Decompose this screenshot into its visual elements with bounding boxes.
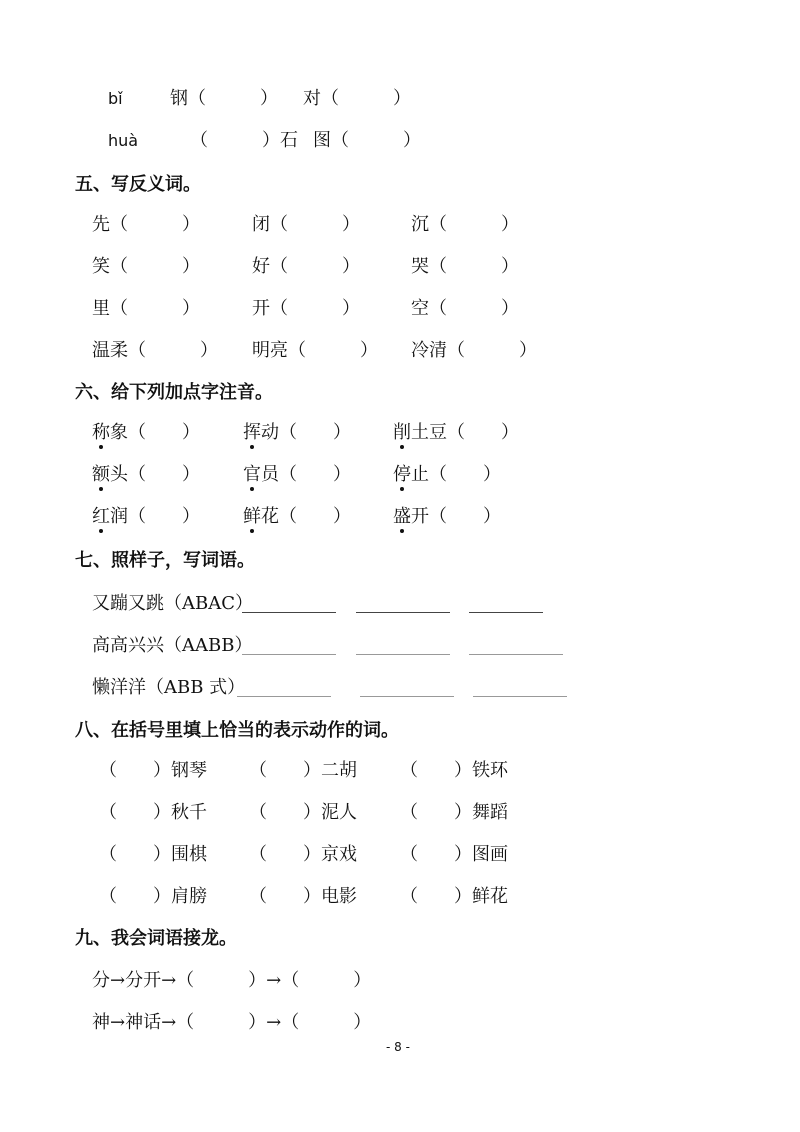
q6-item: 停止（ ） xyxy=(393,464,501,485)
answer-line[interactable] xyxy=(473,696,567,697)
answer-line[interactable] xyxy=(356,654,450,655)
answer-line[interactable] xyxy=(360,696,454,697)
q6-item: 官员（ ） xyxy=(243,464,351,485)
q5-heading: 五、写反义词。 xyxy=(75,174,201,195)
q8-item: （ ）泥人 xyxy=(249,802,357,823)
q8-item: （ ）舞蹈 xyxy=(400,802,508,823)
q6-item: 盛开（ ） xyxy=(393,506,501,527)
q7-example: 懒洋洋（ABB 式） xyxy=(92,677,246,698)
dotted-char: 停 xyxy=(393,464,411,485)
q6-item: 鲜花（ ） xyxy=(243,506,351,527)
dotted-char: 削 xyxy=(393,422,411,443)
q5-item: 开（ ） xyxy=(252,298,360,319)
dotted-char: 挥 xyxy=(243,422,261,443)
q5-item: 闭（ ） xyxy=(252,214,360,235)
page-number: - 8 - xyxy=(386,1040,410,1054)
answer-line[interactable] xyxy=(242,654,336,655)
q8-item: （ ）铁环 xyxy=(400,760,508,781)
answer-line[interactable] xyxy=(237,696,331,697)
dotted-char: 红 xyxy=(92,506,110,527)
q6-item: 挥动（ ） xyxy=(243,422,351,443)
q8-heading: 八、在括号里填上恰当的表示动作的词。 xyxy=(75,720,399,741)
dotted-char: 鲜 xyxy=(243,506,261,527)
q8-item: （ ）图画 xyxy=(400,844,508,865)
q9-chain: 分→分开→（ ）→（ ） xyxy=(92,970,372,991)
dotted-char: 称 xyxy=(92,422,110,443)
answer-line[interactable] xyxy=(469,654,563,655)
q5-item: 里（ ） xyxy=(92,298,200,319)
q7-example: 高高兴兴（AABB） xyxy=(92,635,253,656)
q7-heading: 七、照样子，写词语。 xyxy=(75,550,255,571)
answer-line[interactable] xyxy=(242,612,336,613)
q8-item: （ ）围棋 xyxy=(99,844,207,865)
word-gang: 钢（ ） xyxy=(170,88,278,109)
dotted-char: 额 xyxy=(92,464,110,485)
word-shi: （ ）石 xyxy=(190,130,298,151)
answer-line[interactable] xyxy=(469,612,543,613)
dotted-char: 官 xyxy=(243,464,261,485)
word-dui: 对（ ） xyxy=(303,88,411,109)
q8-item: （ ）肩膀 xyxy=(99,886,207,907)
q5-item: 笑（ ） xyxy=(92,256,200,277)
q8-item: （ ）秋千 xyxy=(99,802,207,823)
q5-item: 冷清（ ） xyxy=(411,340,537,361)
q8-item: （ ）钢琴 xyxy=(99,760,207,781)
q5-item: 哭（ ） xyxy=(411,256,519,277)
q5-item: 好（ ） xyxy=(252,256,360,277)
word-tu: 图（ ） xyxy=(313,130,421,151)
q6-item: 削土豆（ ） xyxy=(393,422,519,443)
pinyin-bi: bǐ xyxy=(108,89,123,108)
q6-heading: 六、给下列加点字注音。 xyxy=(75,382,273,403)
dotted-char: 盛 xyxy=(393,506,411,527)
answer-line[interactable] xyxy=(356,612,450,613)
q8-item: （ ）鲜花 xyxy=(400,886,508,907)
q5-item: 沉（ ） xyxy=(411,214,519,235)
q5-item: 先（ ） xyxy=(92,214,200,235)
pinyin-hua: huà xyxy=(108,131,139,150)
q8-item: （ ）京戏 xyxy=(249,844,357,865)
q8-item: （ ）二胡 xyxy=(249,760,357,781)
q5-item: 空（ ） xyxy=(411,298,519,319)
q5-item: 温柔（ ） xyxy=(92,340,218,361)
q5-item: 明亮（ ） xyxy=(252,340,378,361)
q7-example: 又蹦又跳（ABAC） xyxy=(92,593,253,614)
q9-chain: 神→神话→（ ）→（ ） xyxy=(92,1012,372,1033)
q6-item: 红润（ ） xyxy=(92,506,200,527)
q6-item: 称象（ ） xyxy=(92,422,200,443)
q8-item: （ ）电影 xyxy=(249,886,357,907)
q6-item: 额头（ ） xyxy=(92,464,200,485)
q9-heading: 九、我会词语接龙。 xyxy=(75,928,237,949)
